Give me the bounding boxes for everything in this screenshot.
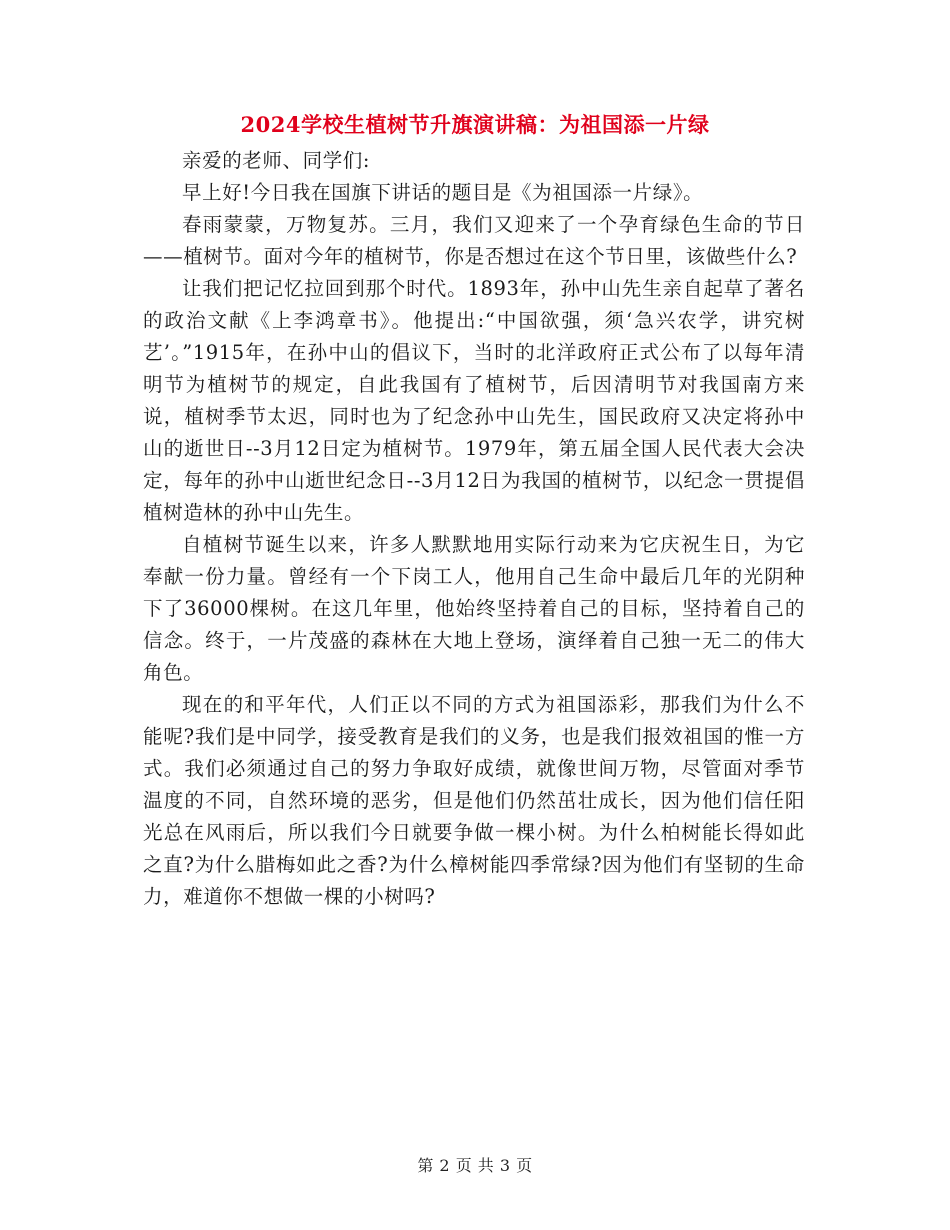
paragraph-conclusion: 现在的和平年代，人们正以不同的方式为祖国添彩，那我们为什么不能呢?我们是中同学，接受教育是我们的义务，也是我们报效祖国的惟一方式。我们必须通过自己的努力争取好成绩，就像世间万物，尽管面对季节温度的不同，自然环境的恶劣，但是他们仍然茁壮成长，因为他们信任阳光总在风雨后，所以我们今日就要争做一棵小树。为什么柏树能长得如此之直?为什么腊梅如此之香?为什么樟树能四季常绿?因为他们有坚韧的生命力，难道你不想做一棵的小树吗? [143, 693, 805, 908]
paragraph-intro: 早上好!今日我在国旗下讲话的题目是《为祖国添一片绿》。 [182, 181, 704, 204]
paragraph-greeting: 亲爱的老师、同学们: [182, 149, 371, 172]
page-number-footer: 第 2 页 共 3 页 [417, 1156, 533, 1175]
paragraph-worker: 自植树节诞生以来，许多人默默地用实际行动来为它庆祝生日，为它奉献一份力量。曾经有一个下岗工人，他用自己生命中最后几年的光阴种下了36000棵树。在这几年里，他始终坚持着自己的目标，坚持着自己的信念。终于，一片茂盛的森林在大地上登场，演绎着自己独一无二的伟大角色。 [143, 533, 805, 684]
paragraph-spring: 春雨蒙蒙，万物复苏。三月，我们又迎来了一个孕育绿色生命的节日——植树节。面对今年的植树节，你是否想过在这个节日里，该做些什么? [143, 213, 805, 268]
document-body [143, 145, 805, 913]
paragraph-history: 让我们把记忆拉回到那个时代。1893年，孙中山先生亲自起草了著名的政治文献《上李鸿章书》。他提出:“中国欲强，须‘急兴农学，讲究树艺’。”1915年，在孙中山的倡议下，当时的北洋政府正式公布了以每年清明节为植树节的规定，自此我国有了植树节，后因清明节对我国南方来说，植树季节太迟，同时也为了纪念孙中山先生，国民政府又决定将孙中山的逝世日--3月12日定为植树节。1979年，第五届全国人民代表大会决定，每年的孙中山逝世纪念日--3月12日为我国的植树节，以纪念一贯提倡植树造林的孙中山先生。 [143, 277, 805, 524]
document-title: 2024学校生植树节升旗演讲稿：为祖国添一片绿 [240, 112, 710, 137]
